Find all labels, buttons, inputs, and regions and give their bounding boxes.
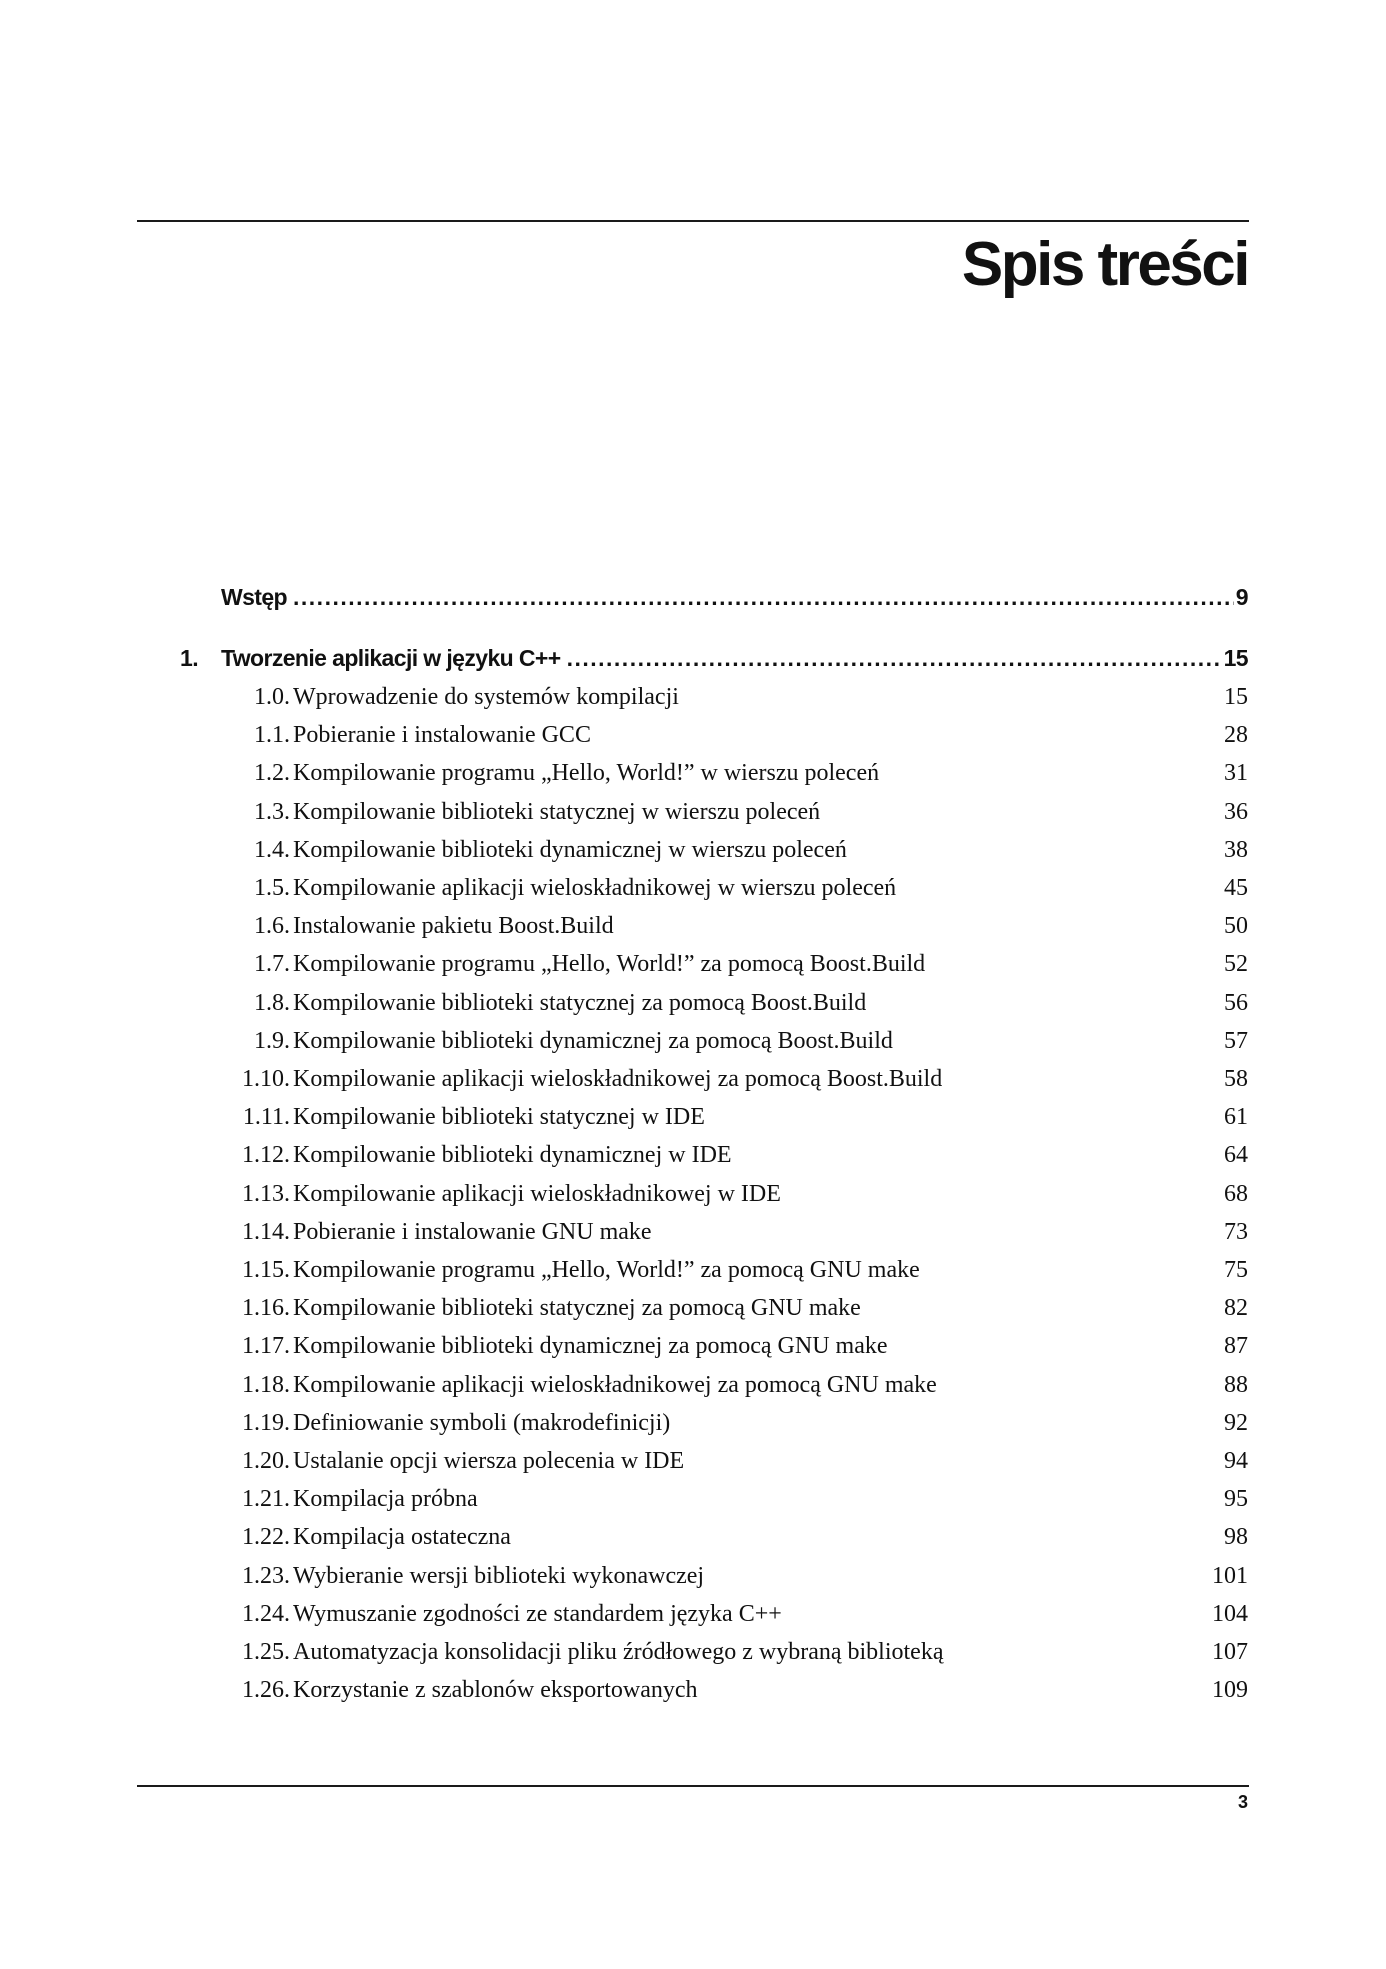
page-number: 3 (1237, 1792, 1248, 1812)
toc-entry-title: Kompilowanie aplikacji wieloskładnikowej w wierszu poleceń (293, 875, 897, 901)
toc-entry-title: Kompilowanie programu „Hello, World!” za pomocą Boost.Build (293, 951, 926, 978)
toc-entry-title: Instalowanie pakietu Boost.Build (293, 913, 614, 940)
toc-entry[interactable] (0, 1213, 1386, 1251)
toc-entry[interactable] (0, 984, 1386, 1022)
toc-entry-number: 1.5. (254, 875, 290, 901)
toc-entry-title: Korzystanie z szablonów eksportowanych (293, 1677, 698, 1704)
toc-entry[interactable] (0, 831, 1386, 869)
toc-entry[interactable] (0, 1022, 1386, 1060)
toc-entry-page: 50 (1224, 913, 1248, 940)
toc-entry-number: 1.0. (254, 684, 290, 710)
toc-entry-title: Wymuszanie zgodności ze standardem języka C++ (293, 1600, 782, 1627)
toc-entry-title: Pobieranie i instalowanie GCC (293, 722, 591, 749)
toc-entry-number: 1.7. (254, 951, 290, 978)
toc-entry-number: 1.26. (242, 1677, 290, 1704)
toc-entry-title: Kompilowanie aplikacji wieloskładnikowej za pomocą GNU make (293, 1371, 937, 1398)
toc-entry-page: 68 (1224, 1180, 1248, 1207)
toc-entry-title: Kompilacja ostateczna (293, 1524, 511, 1551)
toc-entry[interactable] (0, 754, 1386, 792)
chapter-number: 1. (180, 645, 198, 671)
toc-entry-title: Kompilowanie biblioteki dynamicznej za pomocą Boost.Build (293, 1027, 893, 1054)
toc-entry-page: 92 (1224, 1409, 1248, 1436)
toc-entry-title: Pobieranie i instalowanie GNU make (293, 1218, 652, 1245)
toc-entry[interactable] (0, 1633, 1386, 1671)
toc-entry-page: 64 (1224, 1142, 1248, 1169)
toc-entry-page: 87 (1224, 1333, 1248, 1360)
toc-entry-number: 1.19. (242, 1409, 290, 1436)
toc-entry-number: 1.8. (254, 989, 290, 1016)
dot-leader (567, 645, 1222, 672)
toc-entry[interactable] (0, 1366, 1386, 1404)
toc-entry-page: 28 (1224, 722, 1248, 749)
toc-entry-title: Kompilowanie programu „Hello, World!” w wierszu poleceń (293, 760, 880, 787)
toc-entry-number: 1.6. (254, 913, 290, 940)
toc-entry-title: Kompilowanie biblioteki statycznej w IDE (293, 1104, 705, 1131)
toc-entry-title: Kompilowanie aplikacji wieloskładnikowej za pomocą Boost.Build (293, 1066, 943, 1092)
toc-entry-number: 1.25. (242, 1639, 290, 1665)
toc-entry-number: 1.12. (242, 1142, 290, 1169)
toc-chapter-1[interactable] (0, 639, 1386, 679)
toc-entry-page: 101 (1212, 1562, 1248, 1589)
toc-entry-page: 98 (1224, 1524, 1248, 1551)
toc-entry-number: 1.21. (242, 1486, 290, 1513)
toc-entry-title: Kompilacja próbna (293, 1486, 478, 1513)
toc-entry[interactable] (0, 678, 1386, 716)
toc-entry-page: 88 (1224, 1371, 1248, 1398)
toc-entry[interactable] (0, 716, 1386, 754)
toc-entry-title: Wybieranie wersji biblioteki wykonawczej (293, 1562, 705, 1589)
toc-entry-title: Kompilowanie biblioteki statycznej za pomocą GNU make (293, 1295, 861, 1322)
toc-entry[interactable] (0, 1327, 1386, 1365)
toc-entry-number: 1.9. (254, 1027, 290, 1054)
toc-entry-title: Kompilowanie programu „Hello, World!” za pomocą GNU make (293, 1257, 920, 1283)
top-rule (137, 220, 1249, 222)
toc-entry-title: Automatyzacja konsolidacji pliku źródłowego z wybraną biblioteką (293, 1639, 944, 1665)
toc-entry[interactable] (0, 869, 1386, 907)
toc-entry-number: 1.1. (254, 722, 290, 749)
toc-entry[interactable] (0, 1060, 1386, 1098)
page-title: Spis treści (961, 230, 1248, 299)
toc-entry-title: Definiowanie symboli (makrodefinicji) (293, 1409, 671, 1436)
toc-entry-page: 107 (1212, 1639, 1248, 1665)
toc-entry-number: 1.23. (242, 1562, 290, 1589)
toc-entry[interactable] (0, 1098, 1386, 1136)
chapter-page: 15 (1223, 645, 1248, 671)
bottom-rule (137, 1785, 1249, 1787)
toc-entry-number: 1.10. (242, 1066, 290, 1092)
toc-entry-page: 36 (1224, 798, 1248, 825)
toc-entry-number: 1.17. (242, 1333, 290, 1360)
toc-entry[interactable] (0, 1404, 1386, 1442)
toc-entry[interactable] (0, 1175, 1386, 1213)
toc-entry[interactable] (0, 1671, 1386, 1709)
toc-entry[interactable] (0, 1251, 1386, 1289)
toc-entry-page: 57 (1224, 1027, 1248, 1054)
toc-entry-page: 31 (1224, 760, 1248, 787)
toc-entry-page: 15 (1224, 684, 1248, 710)
toc-entry-page: 82 (1224, 1295, 1248, 1322)
toc-entry-number: 1.15. (242, 1257, 290, 1283)
toc-entry-page: 45 (1224, 875, 1248, 901)
toc-entry-number: 1.11. (242, 1104, 290, 1131)
toc-entry-number: 1.14. (242, 1218, 290, 1245)
toc-entry-page: 73 (1224, 1218, 1248, 1245)
toc-entry-number: 1.16. (242, 1295, 290, 1322)
toc-entry[interactable] (0, 945, 1386, 983)
toc-entry-page: 94 (1224, 1448, 1248, 1474)
toc-entry-page: 104 (1212, 1600, 1248, 1627)
toc-entry[interactable] (0, 1136, 1386, 1174)
toc-entry-page: 52 (1224, 951, 1248, 978)
toc-entry-number: 1.22. (242, 1524, 290, 1551)
toc-entry-title: Kompilowanie aplikacji wieloskładnikowej w IDE (293, 1180, 781, 1207)
toc-entry-title: Ustalanie opcji wiersza polecenia w IDE (293, 1448, 685, 1474)
toc-entry-title: Kompilowanie biblioteki statycznej za pomocą Boost.Build (293, 989, 867, 1016)
toc-entry-page: 56 (1224, 989, 1248, 1016)
toc-entry[interactable] (0, 793, 1386, 831)
toc-entry-number: 1.24. (242, 1600, 290, 1627)
toc-entry-page: 95 (1224, 1486, 1248, 1513)
toc-entry[interactable] (0, 1442, 1386, 1480)
toc-entry-page: 38 (1224, 836, 1248, 863)
toc-entry-title: Kompilowanie biblioteki dynamicznej za pomocą GNU make (293, 1333, 888, 1360)
toc-entry[interactable] (0, 1480, 1386, 1518)
toc-entry-number: 1.2. (254, 760, 290, 787)
toc-entry-page: 9 (1235, 584, 1248, 610)
toc-entry-number: 1.18. (242, 1371, 290, 1398)
toc-entry-title: Kompilowanie biblioteki dynamicznej w wierszu poleceń (293, 836, 847, 863)
toc-entry-title: Wprowadzenie do systemów kompilacji (293, 684, 679, 710)
toc-entry[interactable] (0, 907, 1386, 945)
toc-entry-number: 1.3. (254, 798, 290, 825)
dot-leader (293, 584, 1234, 611)
toc-entry-page: 61 (1224, 1104, 1248, 1131)
toc-entry-number: 1.20. (242, 1448, 290, 1474)
toc-entry-page: 109 (1212, 1677, 1248, 1704)
toc-entry[interactable] (0, 1518, 1386, 1556)
toc-entry-number: 1.4. (254, 836, 290, 863)
toc-entry-title: Wstęp (221, 584, 288, 610)
toc-entry[interactable] (0, 1595, 1386, 1633)
toc-entry[interactable] (0, 1289, 1386, 1327)
chapter-title: Tworzenie aplikacji w języku C++ (221, 645, 561, 671)
toc-entry[interactable] (0, 1557, 1386, 1595)
toc-entry-title: Kompilowanie biblioteki statycznej w wierszu poleceń (293, 798, 821, 825)
toc-entry-intro[interactable] (0, 578, 1386, 618)
toc-entry-page: 58 (1224, 1066, 1248, 1092)
toc-entry-title: Kompilowanie biblioteki dynamicznej w IDE (293, 1142, 732, 1169)
toc-entry-page: 75 (1224, 1257, 1248, 1283)
toc-entry-number: 1.13. (242, 1180, 290, 1207)
